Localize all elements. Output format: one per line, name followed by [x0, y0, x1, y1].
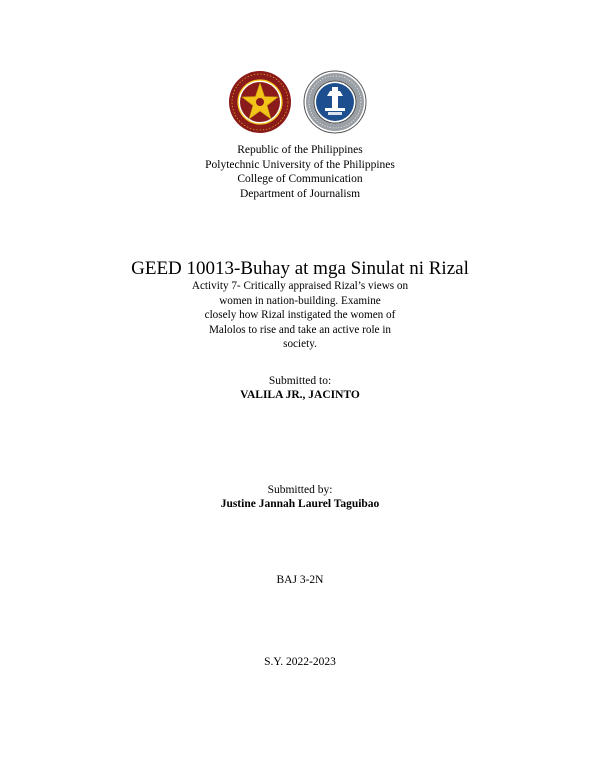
activity-line: Activity 7- Critically appraised Rizal’s views on: [191, 280, 409, 292]
submitted-to-name: VALILA JR., JACINTO: [240, 389, 360, 401]
header-logos: [0, 70, 600, 134]
submitted-to-label: Submitted to:: [268, 375, 332, 387]
submitted-by-name: Justine Jannah Laurel Taguibao: [220, 498, 380, 510]
republic-line: Republic of the Philippines: [237, 144, 363, 156]
activity-description: [0, 279, 600, 352]
activity-line: closely how Rizal instigated the women of: [204, 309, 396, 321]
school-year-label: S.Y. 2022-2023: [264, 656, 336, 668]
institution-header: [0, 143, 600, 201]
pup-seal-logo: [228, 70, 292, 139]
coc-seal-logo: [303, 70, 367, 139]
department-line: Department of Journalism: [239, 187, 361, 200]
college-line: College of Communication: [237, 173, 363, 185]
activity-line: women in nation-building. Examine: [219, 294, 381, 307]
course-title: GEED 10013-Buhay at mga Sinulat ni Rizal: [131, 258, 469, 279]
submitted-by-block: [0, 483, 600, 511]
section-label: BAJ 3-2N: [276, 574, 324, 586]
activity-line: Malolos to rise and take an active role in: [208, 323, 392, 336]
activity-line: society.: [283, 338, 317, 350]
submitted-to-block: [0, 374, 600, 402]
submitted-by-label: Submitted by:: [267, 484, 333, 496]
university-line: Polytechnic University of the Philippines: [205, 158, 395, 171]
